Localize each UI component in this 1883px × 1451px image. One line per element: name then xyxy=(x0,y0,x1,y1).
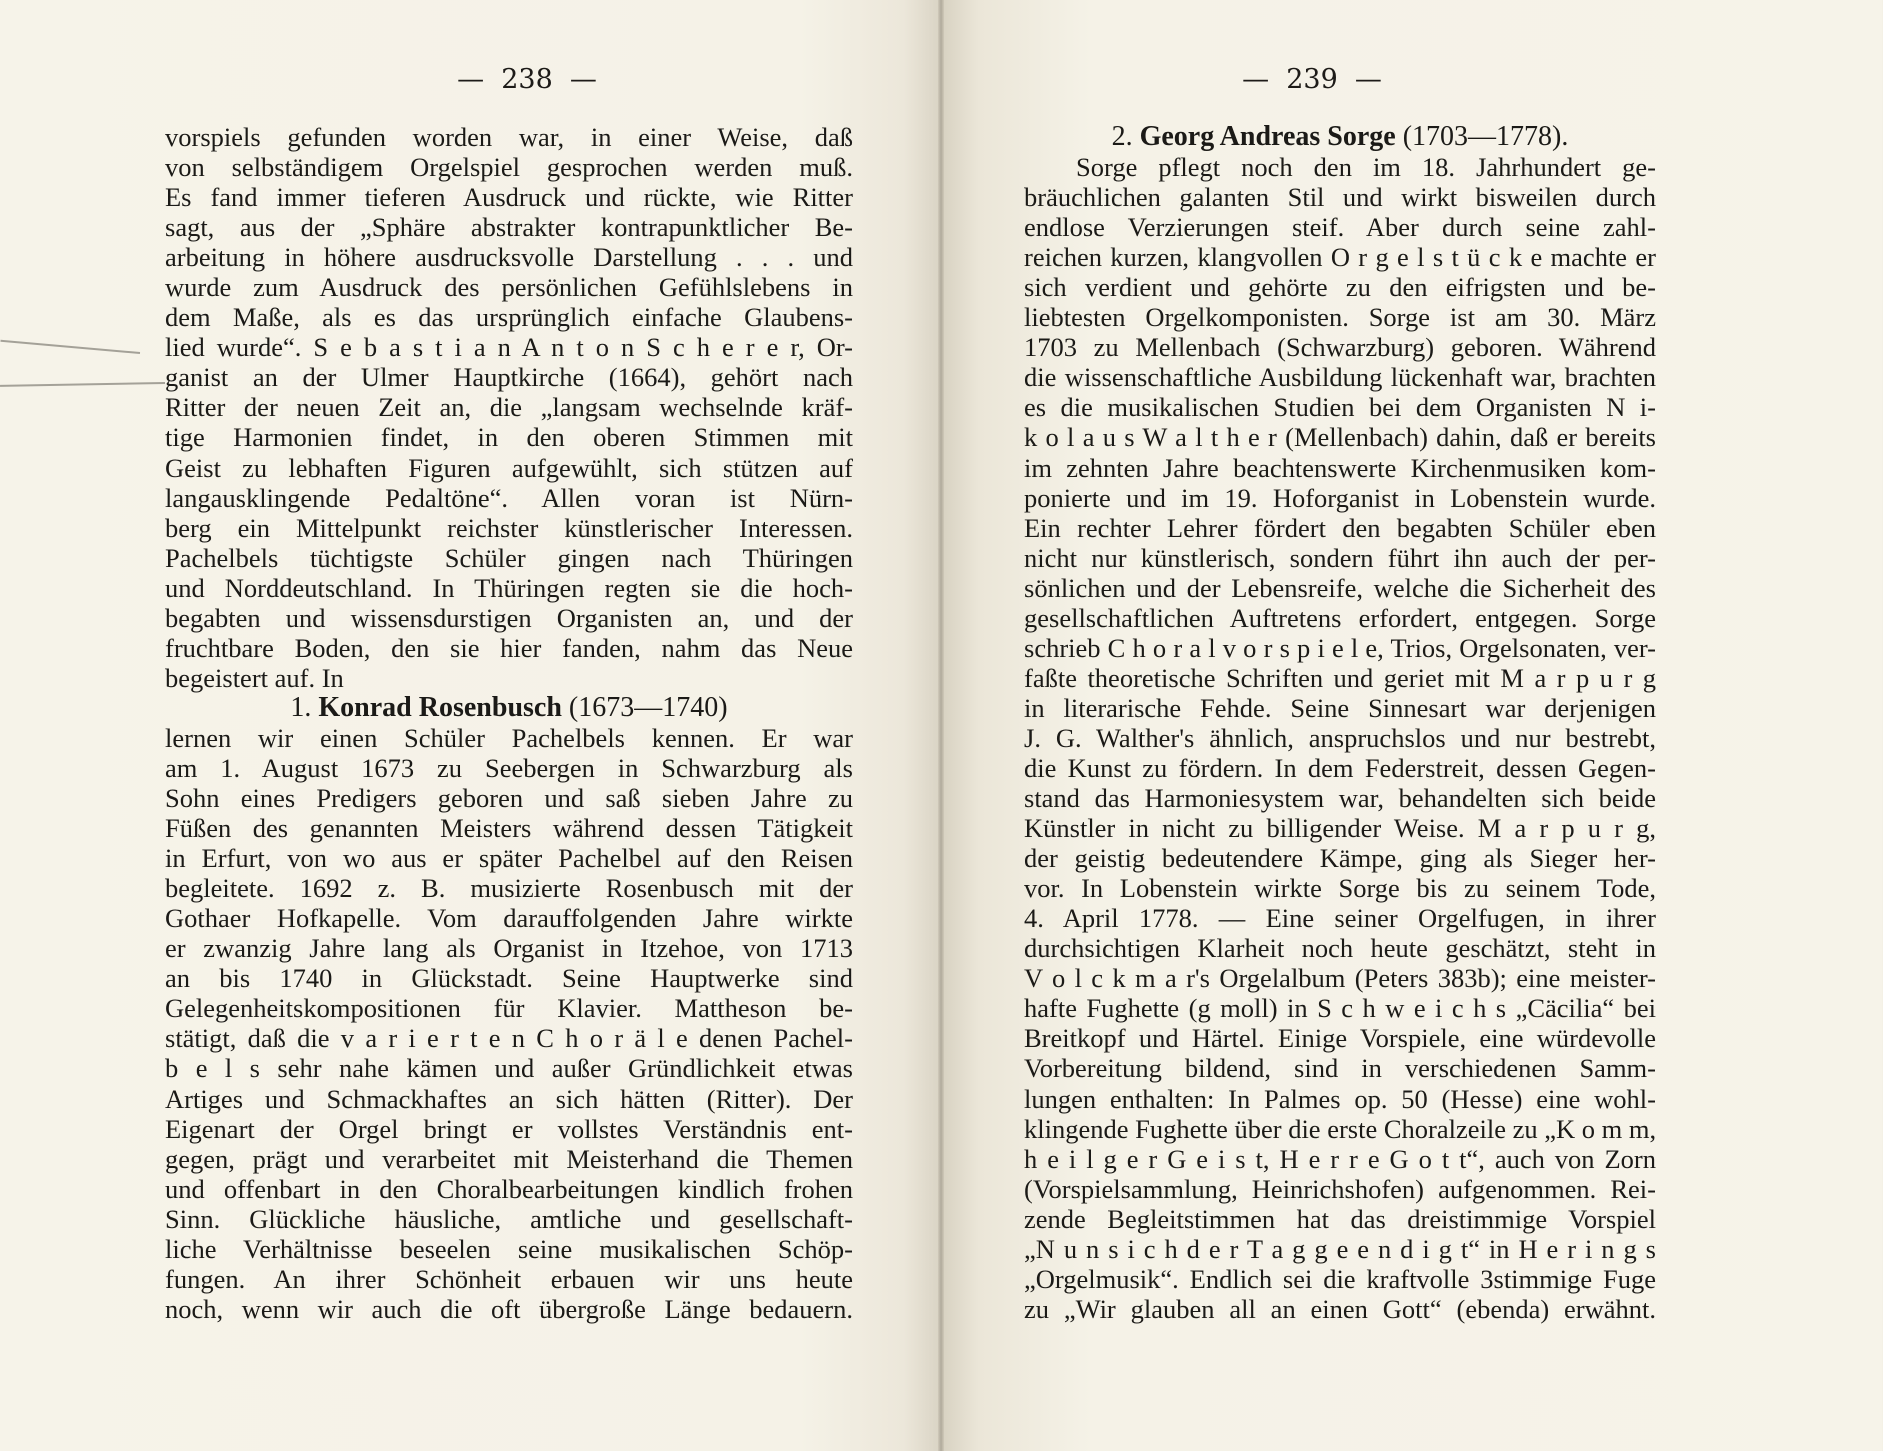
text-line: endlose Verzierungen steif. Aber durch seine zahl- xyxy=(1024,212,1656,243)
text-line: „Orgelmusik“. Endlich sei die kraftvolle 3stimmige Fuge xyxy=(1024,1263,1656,1294)
text-line: es die musikalischen Studien bei dem Organisten N i- xyxy=(1024,392,1656,423)
text-line: faßte theoretische Schriften und geriet mit M a r p u r g xyxy=(1024,662,1656,693)
text-line: in Erfurt, von wo aus er später Pachelbel auf den Reisen xyxy=(165,843,853,874)
text-line: Füßen des genannten Meisters während dessen Tätigkeit xyxy=(165,813,853,844)
text-line: begleitete. 1692 z. B. musizierte Rosenbusch mit der xyxy=(165,873,853,904)
text-line: b e l s sehr nahe kämen und außer Gründlichkeit etwas xyxy=(165,1053,853,1084)
text-line: lernen wir einen Schüler Pachelbels kennen. Er war xyxy=(165,722,853,753)
text-line: 4. April 1778. — Eine seiner Orgelfugen, in ihrer xyxy=(1024,903,1656,934)
text-line: hafte Fughette (g moll) in S c h w e i c h s „Cäcilia“ bei xyxy=(1024,993,1656,1024)
text-line: V o l c k m a r's Orgelalbum (Peters 383b); eine meister- xyxy=(1024,963,1656,994)
text-line: Pachelbels tüchtigste Schüler gingen nach Thüringen xyxy=(165,542,853,573)
text-line: vor. In Lobenstein wirkte Sorge bis zu seinem Tode, xyxy=(1024,873,1656,904)
text-line: langausklingende Pedaltöne“. Allen voran ist Nürn- xyxy=(165,482,853,513)
left-body-text xyxy=(165,122,853,1324)
text-line: die Kunst zu fördern. In dem Federstreit, dessen Gegen- xyxy=(1024,752,1656,783)
text-line: er zwanzig Jahre lang als Organist in Itzehoe, von 1713 xyxy=(165,933,853,964)
heading-years: (1673—1740) xyxy=(568,692,728,723)
pencil-mark xyxy=(0,382,165,387)
text-line: 1703 zu Mellenbach (Schwarzburg) geboren. Während xyxy=(1024,332,1656,363)
text-line: schrieb C h o r a l v o r s p i e l e, Trios, Orgelsonaten, ver- xyxy=(1024,632,1656,663)
text-line: an bis 1740 in Glückstadt. Seine Hauptwerke sind xyxy=(165,963,853,994)
text-line: arbeitung in höhere ausdrucksvolle Darstellung . . . und xyxy=(165,242,853,273)
left-page xyxy=(0,0,941,1451)
text-line: noch, wenn wir auch die oft übergroße Länge bedauern. xyxy=(165,1293,853,1324)
text-line: Ein rechter Lehrer fördert den begabten Schüler eben xyxy=(1024,512,1656,543)
text-line: zende Begleitstimmen hat das dreistimmige Vorspiel xyxy=(1024,1203,1656,1234)
text-line: der geistig bedeutendere Kämpe, ging als Sieger her- xyxy=(1024,843,1656,874)
text-line: zu „Wir glauben all an einen Gott“ (ebenda) erwähnt. xyxy=(1024,1293,1656,1324)
heading-name: Georg Andreas Sorge xyxy=(1139,122,1396,152)
text-line: sönlichen und der Lebensreife, welche die Sicherheit des xyxy=(1024,572,1656,603)
right-page xyxy=(941,0,1882,1451)
text-line: Breitkopf und Härtel. Einige Vorspiele, eine würdevolle xyxy=(1024,1023,1656,1054)
text-line: k o l a u s W a l t h e r (Mellenbach) dahin, daß er bereits xyxy=(1024,422,1656,453)
text-line: gesellschaftlichen Auftretens erfordert, entgegen. Sorge xyxy=(1024,602,1656,633)
text-line: von selbständigem Orgelspiel gesprochen werden muß. xyxy=(165,152,853,183)
text-line: h e i l g e r G e i s t, H e r r e G o t t“, auch von Zorn xyxy=(1024,1143,1656,1174)
text-line: lungen enthalten: In Palmes op. 50 (Hesse) eine wohl- xyxy=(1024,1083,1656,1114)
pencil-mark xyxy=(0,340,140,354)
text-line: Vorbereitung bildend, sind in verschiedenen Samm- xyxy=(1024,1053,1656,1084)
text-line: ponierte und im 19. Hoforganist in Lobenstein wurde. xyxy=(1024,482,1656,513)
text-line: fruchtbare Boden, den sie hier fanden, nahm das Neue xyxy=(165,632,853,663)
text-line: begabten und wissensdurstigen Organisten an, und der xyxy=(165,602,853,633)
text-line: bräuchlichen galanten Stil und wirkt bisweilen durch xyxy=(1024,182,1656,213)
heading-years: (1703—1778). xyxy=(1402,122,1569,152)
text-line: am 1. August 1673 zu Seebergen in Schwarzburg als xyxy=(165,752,853,783)
text-line: stand das Harmoniesystem war, behandelten sich beide xyxy=(1024,783,1656,814)
text-line: Artiges und Schmackhaftes an sich hätten (Ritter). Der xyxy=(165,1083,853,1114)
text-line: Sinn. Glückliche häusliche, amtliche und gesellschaft- xyxy=(165,1203,853,1234)
text-line: stätigt, daß die v a r i e r t e n C h o r ä l e denen Pachel- xyxy=(165,1023,853,1054)
text-line: liebtesten Orgelkomponisten. Sorge ist am 30. März xyxy=(1024,302,1656,333)
text-line: Gelegenheitskompositionen für Klavier. Mattheson be- xyxy=(165,993,853,1024)
heading-name: Konrad Rosenbusch xyxy=(318,692,562,723)
text-line: Sorge pflegt noch den im 18. Jahrhundert ge- xyxy=(1076,152,1656,183)
text-line: tige Harmonien findet, in den oberen Stimmen mit xyxy=(165,422,853,453)
text-line: und offenbart in den Choralbearbeitungen kindlich frohen xyxy=(165,1173,853,1204)
text-line: Ritter der neuen Zeit an, die „langsam wechselnde kräf- xyxy=(165,392,853,423)
text-line: Es fand immer tieferen Ausdruck und rückte, wie Ritter xyxy=(165,182,853,213)
right-body-text xyxy=(1024,122,1656,1324)
text-line: (Vorspielsammlung, Heinrichshofen) aufgenommen. Rei- xyxy=(1024,1173,1656,1204)
text-line: im zehnten Jahre beachtenswerte Kirchenmusiken kom- xyxy=(1024,452,1656,483)
text-line: ganist an der Ulmer Hauptkirche (1664), gehört nach xyxy=(165,362,853,393)
book-gutter xyxy=(938,0,944,1451)
text-line: „N u n s i c h d e r T a g g e e n d i g t“ in H e r i n g s xyxy=(1024,1233,1656,1264)
text-line: Geist zu lebhaften Figuren aufgewühlt, sich stützen auf xyxy=(165,452,853,483)
text-line: wurde zum Ausdruck des persönlichen Gefühlslebens in xyxy=(165,272,853,303)
text-line: begeistert auf. In xyxy=(165,662,344,693)
heading-number: 1. xyxy=(290,692,312,723)
text-line: Eigenart der Orgel bringt er vollstes Verständnis ent- xyxy=(165,1113,853,1144)
text-line: lied wurde“. S e b a s t i a n A n t o n S c h e r e r, Or- xyxy=(165,332,853,363)
text-line: dem Maße, als es das ursprünglich einfache Glaubens- xyxy=(165,302,853,333)
section-heading xyxy=(1024,122,1656,152)
text-line: Gothaer Hofkapelle. Vom darauffolgenden Jahre wirkte xyxy=(165,903,853,934)
text-line: Künstler in nicht zu billigender Weise. M a r p u r g, xyxy=(1024,813,1656,844)
text-line: in literarische Fehde. Seine Sinnesart war derjenigen xyxy=(1024,692,1656,723)
page-number: — 238 — xyxy=(457,64,597,95)
text-line: nicht nur künstlerisch, sondern führt ihn auch der per- xyxy=(1024,542,1656,573)
text-line: Sohn eines Predigers geboren und saß sieben Jahre zu xyxy=(165,783,853,814)
text-line: durchsichtigen Klarheit noch heute geschätzt, steht in xyxy=(1024,933,1656,964)
section-heading xyxy=(165,693,853,723)
text-line: und Norddeutschland. In Thüringen regten sie die hoch- xyxy=(165,572,853,603)
text-line: klingende Fughette über die erste Choralzeile zu „K o m m, xyxy=(1024,1113,1656,1144)
text-line: sagt, aus der „Sphäre abstrakter kontrapunktlicher Be- xyxy=(165,212,853,243)
text-line: fungen. An ihrer Schönheit erbauen wir uns heute xyxy=(165,1263,853,1294)
text-line: J. G. Walther's ähnlich, anspruchslos und nur bestrebt, xyxy=(1024,722,1656,753)
text-line: reichen kurzen, klangvollen O r g e l s t ü c k e machte er xyxy=(1024,242,1656,273)
text-line: die wissenschaftliche Ausbildung lückenhaft war, brachten xyxy=(1024,362,1656,393)
text-line: vorspiels gefunden worden war, in einer Weise, daß xyxy=(165,122,853,152)
heading-number: 2. xyxy=(1111,122,1133,152)
text-line: liche Verhältnisse beseelen seine musikalischen Schöp- xyxy=(165,1233,853,1264)
text-line: gegen, prägt und verarbeitet mit Meisterhand die Themen xyxy=(165,1143,853,1174)
text-line: sich verdient und gehörte zu den eifrigsten und be- xyxy=(1024,272,1656,303)
text-line: berg ein Mittelpunkt reichster künstlerischer Interessen. xyxy=(165,512,853,543)
page-number: — 239 — xyxy=(1242,64,1382,95)
